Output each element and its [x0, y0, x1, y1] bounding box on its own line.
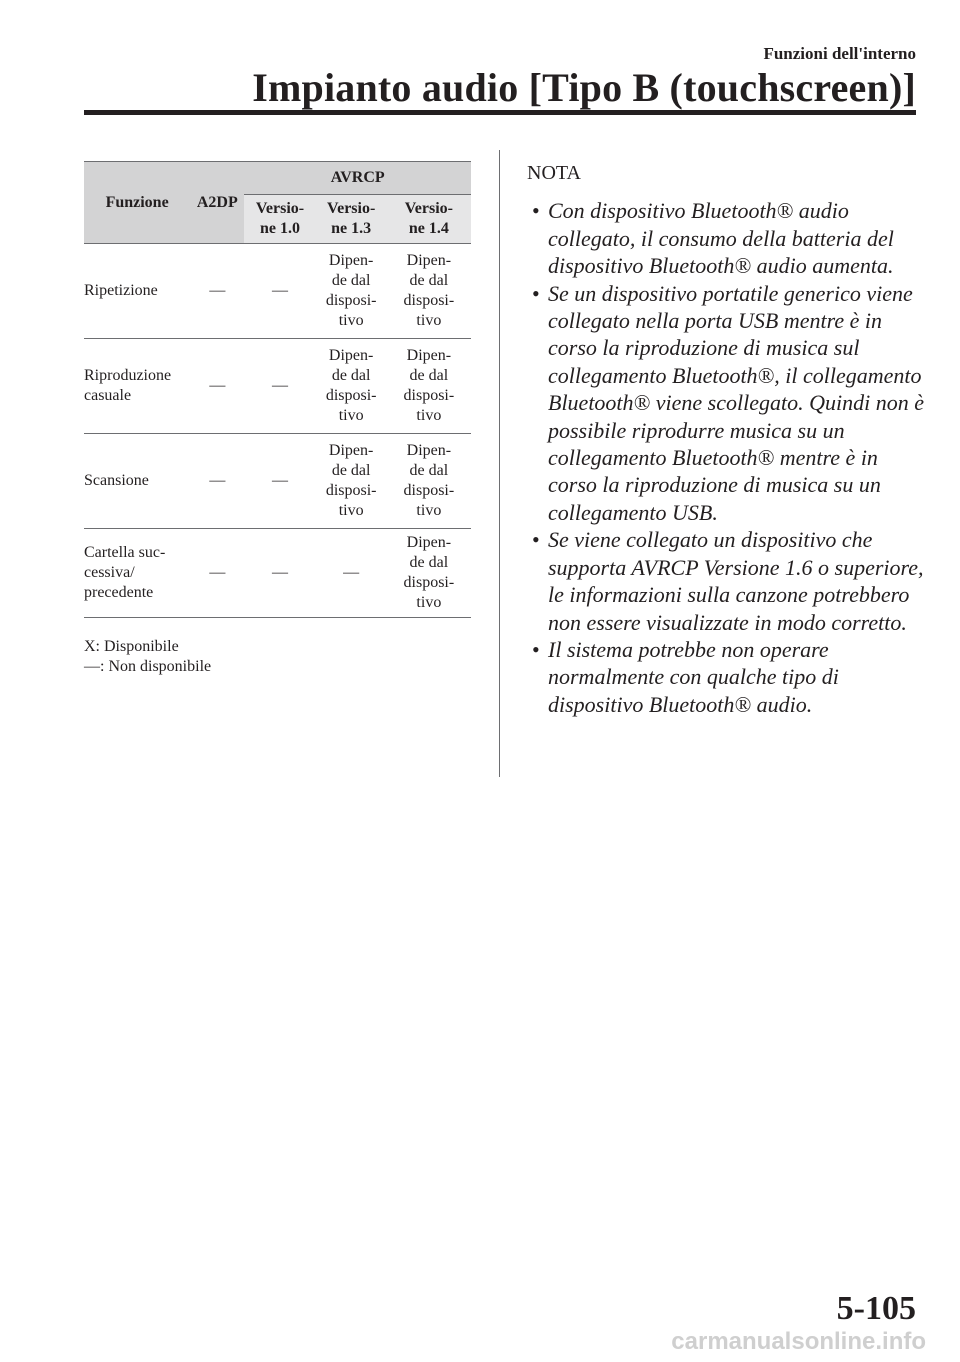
table-legend — [84, 637, 211, 677]
note-title: NOTA — [527, 162, 581, 184]
avrcp-function-table — [84, 161, 471, 618]
bullet-icon: • — [532, 280, 540, 306]
cell-v13: Dipen- de dal disposi- tivo — [316, 244, 387, 339]
cell-v10: — — [244, 529, 315, 618]
legend-unavailable: —: Non disponibile — [84, 658, 212, 675]
column-divider — [499, 150, 500, 777]
table-row — [84, 244, 471, 339]
note-item-text: Se un dispositivo portatile generico viene collegato nella porta USB mentre è in corso la riproduzione di musica sul collegamento Bluetooth®, il collegamento Bluetooth® viene scollegato. Quindi non è possibile riprodurre musica su un collegamento Bluetooth® mentre è in corso la riproduzione di musica su un collegamento USB. — [548, 280, 924, 525]
header-funzione: Funzione — [84, 162, 190, 244]
note-item — [526, 280, 926, 527]
note-box — [526, 160, 926, 718]
cell-v14: Dipen- de dal disposi- tivo — [387, 339, 471, 434]
header-a2dp: A2DP — [190, 162, 244, 244]
cell-v14: Dipen- de dal disposi- tivo — [387, 434, 471, 529]
header-version-1-4: Versio- ne 1.4 — [387, 195, 471, 244]
header-rule — [84, 110, 916, 115]
cell-v13: Dipen- de dal disposi- tivo — [316, 339, 387, 434]
bullet-icon: • — [532, 636, 540, 662]
cell-v13: Dipen- de dal disposi- tivo — [316, 434, 387, 529]
cell-funzione: Riproduzione casuale — [84, 339, 190, 434]
note-item-text: Il sistema potrebbe non operare normalmente con qualche tipo di dispositivo Bluetooth® audio. — [548, 636, 839, 717]
note-list — [526, 197, 926, 718]
table-row — [84, 434, 471, 529]
cell-v14: Dipen- de dal disposi- tivo — [387, 244, 471, 339]
cell-v10: — — [244, 434, 315, 529]
cell-funzione: Cartella suc- cessiva/ precedente — [84, 529, 190, 618]
header-avrcp: AVRCP — [244, 162, 471, 195]
cell-funzione: Scansione — [84, 434, 190, 529]
header-version-1-0: Versio- ne 1.0 — [244, 195, 315, 244]
cell-v13: — — [316, 529, 387, 618]
watermark: carmanualsonline.info — [671, 1328, 926, 1355]
note-item — [526, 526, 926, 636]
cell-a2dp: — — [190, 529, 244, 618]
page-number: 5-105 — [836, 1290, 916, 1327]
cell-funzione: Ripetizione — [84, 244, 190, 339]
page-title: Impianto audio [Tipo B (touchscreen)] — [252, 65, 916, 110]
bullet-icon: • — [532, 198, 540, 224]
bullet-icon: • — [532, 527, 540, 553]
cell-v14: Dipen- de dal disposi- tivo — [387, 529, 471, 618]
legend-available: X: Disponibile — [84, 638, 179, 655]
note-item-text: Se viene collegato un dispositivo che supporta AVRCP Versione 1.6 o superiore, le informazioni sulla canzone potrebbero non essere visualizzate in modo corretto. — [548, 527, 924, 635]
cell-a2dp: — — [190, 339, 244, 434]
cell-v10: — — [244, 339, 315, 434]
cell-a2dp: — — [190, 244, 244, 339]
note-item-text: Con dispositivo Bluetooth® audio collegato, il consumo della batteria del dispositivo Bluetooth® audio aumenta. — [548, 198, 894, 279]
table-row — [84, 529, 471, 618]
header-version-1-3: Versio- ne 1.3 — [316, 195, 387, 244]
note-item — [526, 197, 926, 279]
cell-a2dp: — — [190, 434, 244, 529]
note-item — [526, 636, 926, 718]
table-row — [84, 339, 471, 434]
section-heading: Funzioni dell'interno — [763, 44, 916, 63]
cell-v10: — — [244, 244, 315, 339]
